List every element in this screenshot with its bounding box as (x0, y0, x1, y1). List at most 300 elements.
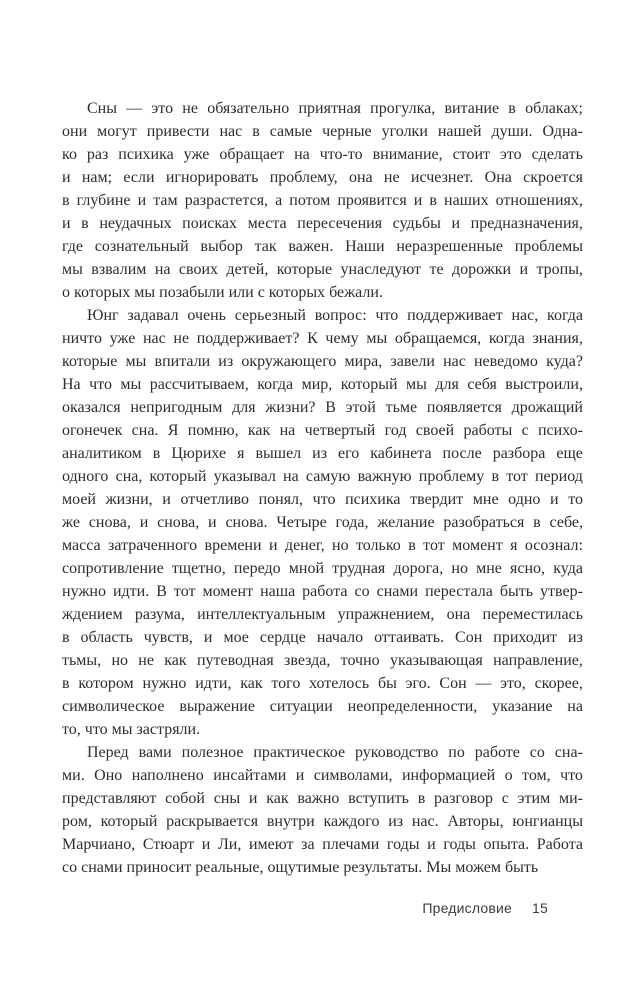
word: впитали (154, 353, 211, 370)
word: ром, (62, 813, 92, 830)
word: Стюарт (142, 836, 195, 853)
word: дорога, (393, 560, 444, 577)
word: огонечек (62, 422, 123, 439)
word: тропы, (536, 261, 583, 278)
word: себе, (549, 514, 583, 531)
word: в (408, 537, 416, 554)
word: осознал: (524, 537, 583, 554)
word: Цюрихе (171, 445, 227, 462)
word: в (533, 514, 541, 531)
word: где (62, 238, 84, 255)
word: работе (474, 744, 520, 761)
word: Сон (455, 629, 483, 646)
word: проблемы (514, 238, 583, 255)
word: Я (167, 422, 179, 439)
word: когда (488, 330, 525, 347)
word: и (413, 192, 423, 209)
word: скроется (523, 169, 583, 186)
text-line (62, 580, 583, 603)
word: нашей (437, 123, 482, 140)
word: Марчиано, (62, 836, 136, 853)
word: они (62, 123, 88, 140)
word: тот (173, 583, 196, 600)
word: внутри (266, 813, 315, 830)
word: проблему (418, 468, 485, 485)
word: аналитиком (62, 445, 142, 462)
paragraph (62, 741, 583, 879)
word: мы (406, 376, 427, 393)
word: Четыре (276, 514, 327, 531)
word: практическое (253, 744, 346, 761)
text-line (62, 350, 583, 373)
word: нужно (142, 675, 187, 692)
word: о (504, 767, 513, 784)
word: приятная (298, 100, 361, 117)
word: тот (423, 537, 445, 554)
word: наших (444, 192, 489, 209)
text-line (62, 626, 583, 649)
word: исчезнет. (410, 169, 474, 186)
word: что (375, 307, 399, 324)
word: и (62, 215, 71, 232)
word: своих (178, 261, 219, 278)
word: разобраться (443, 514, 525, 531)
word: сна- (554, 744, 583, 761)
word: тьмы, (62, 652, 102, 669)
word: Перед (87, 744, 129, 761)
word: одно (508, 491, 541, 508)
word: вами (138, 744, 172, 761)
text-line: то, что мы застряли. (62, 721, 201, 738)
word: и (201, 836, 211, 853)
word: Авторы, (447, 813, 504, 830)
word: это, (500, 675, 526, 692)
word: имеют (248, 836, 294, 853)
word: после (442, 445, 482, 462)
word: затраченного (108, 537, 198, 554)
word: годы (443, 836, 476, 853)
word: предназначения, (470, 215, 583, 232)
word: серьезный (234, 307, 306, 324)
word: души. (491, 123, 533, 140)
word: хотелось (309, 675, 370, 692)
word: она (348, 169, 373, 186)
word: разговор (434, 790, 494, 807)
word: в (62, 675, 70, 692)
word: себя (467, 376, 497, 393)
word: помню, (187, 422, 239, 439)
word: она (446, 606, 471, 623)
word: только (355, 537, 401, 554)
word: символами, (313, 767, 393, 784)
word: интеллектуальным (197, 606, 326, 623)
word: по (448, 744, 465, 761)
word: и (162, 491, 171, 508)
text-line (62, 695, 583, 718)
word: непригодным (130, 399, 223, 416)
word: прогулка, (370, 100, 436, 117)
text-line (62, 833, 583, 856)
word: оттаивать. (374, 629, 445, 646)
word: проблему, (269, 169, 338, 186)
word: того (271, 675, 301, 692)
word: потом (289, 192, 331, 209)
word: знания, (532, 330, 583, 347)
word: важно (297, 790, 340, 807)
word: как (247, 422, 271, 439)
word: том, (522, 767, 551, 784)
word: психика (118, 146, 174, 163)
word: это (151, 100, 174, 117)
word: взвалим (91, 261, 147, 278)
text-line (62, 557, 583, 580)
word: сопротивление (62, 560, 164, 577)
body-text (62, 97, 583, 879)
word: уже (109, 330, 136, 347)
text-line (62, 235, 583, 258)
word: в (81, 215, 89, 232)
word: направление, (493, 652, 583, 669)
word: и (62, 169, 71, 186)
word: год (384, 422, 407, 439)
word: и (139, 514, 149, 531)
word: жизни? (265, 399, 316, 416)
word: упражнением, (337, 606, 435, 623)
text-line (62, 672, 583, 695)
word: мы (120, 376, 142, 393)
word: вопрос: (314, 307, 367, 324)
word: когда (257, 376, 294, 393)
word: что (560, 767, 583, 784)
word: мир, (301, 376, 333, 393)
word: нас (443, 353, 466, 370)
word: путеводная (196, 652, 274, 669)
word: со (529, 744, 545, 761)
word: чему (325, 330, 359, 347)
word: за (301, 836, 315, 853)
word: разбора (492, 445, 546, 462)
word: я (510, 537, 518, 554)
word: обращает (219, 146, 285, 163)
word: точно (340, 652, 380, 669)
word: рассчитываем, (149, 376, 249, 393)
word: унаследуют (340, 261, 422, 278)
word: поддерживает? (196, 330, 300, 347)
word: область (80, 629, 133, 646)
word: — (475, 675, 492, 692)
word: оказался (62, 399, 121, 416)
word: судьбы (392, 215, 441, 232)
word: ситуации (269, 698, 333, 715)
word: звезда, (284, 652, 331, 669)
word: ми. (62, 767, 85, 784)
word: одного (62, 468, 109, 485)
word: места (247, 215, 287, 232)
word: что-то (319, 146, 363, 163)
word: в (429, 192, 437, 209)
text-line (62, 465, 583, 488)
word: задавал (127, 307, 179, 324)
word: идти. (112, 583, 150, 600)
word: период (534, 468, 583, 485)
word: пересечения (297, 215, 383, 232)
word: завели (390, 353, 435, 370)
word: но (451, 560, 468, 577)
word: вступить (348, 790, 409, 807)
word: денег, (284, 537, 325, 554)
word: масса (62, 537, 101, 554)
text-line (62, 189, 583, 212)
word: могут (97, 123, 137, 140)
word: не (138, 652, 154, 669)
word: важен. (288, 238, 334, 255)
word: желание (377, 514, 435, 531)
word: для (232, 399, 256, 416)
word: чувств, (143, 629, 193, 646)
word: неопределенности, (347, 698, 478, 715)
text-line (62, 143, 583, 166)
word: с (521, 422, 529, 439)
word: наша (260, 583, 296, 600)
page-number: 15 (532, 900, 548, 916)
word: приходит (493, 629, 558, 646)
word: обращаемся, (394, 330, 482, 347)
word: собой (165, 790, 205, 807)
text-line (62, 741, 583, 764)
word: годы (386, 836, 420, 853)
word: тот (506, 468, 528, 485)
word: поддерживает (407, 307, 503, 324)
word: мы (125, 353, 147, 370)
word: как (240, 675, 263, 692)
word: эго. (405, 675, 431, 692)
word: я (237, 445, 245, 462)
word: К (307, 330, 318, 347)
text-line (62, 97, 583, 120)
word: этой (345, 399, 376, 416)
word: самую (305, 468, 351, 485)
word: из (568, 629, 583, 646)
word: Одна- (542, 123, 583, 140)
word: очень (187, 307, 226, 324)
word: снова, (88, 514, 131, 531)
word: нас (219, 123, 243, 140)
word: полезное (181, 744, 244, 761)
word: дрожащий (511, 399, 583, 416)
text-line (62, 120, 583, 143)
word: и (268, 537, 278, 554)
word: самые (269, 123, 313, 140)
word: если (123, 169, 155, 186)
word: сны (213, 790, 241, 807)
word: и (295, 767, 305, 784)
word: который (340, 376, 398, 393)
paragraph (62, 304, 583, 741)
text-line (62, 258, 583, 281)
word: неразрешенные (396, 238, 503, 255)
word: раз (86, 146, 109, 163)
word: котором (78, 675, 134, 692)
word: ясно, (510, 560, 546, 577)
word: и (550, 491, 559, 508)
word: и (203, 629, 213, 646)
text-line (62, 764, 583, 787)
word: на (279, 422, 296, 439)
word: своей (415, 422, 455, 439)
text-line (62, 442, 583, 465)
text-line (62, 396, 583, 419)
word: разума, (134, 606, 185, 623)
word: то (568, 491, 583, 508)
word: раскрывается (166, 813, 259, 830)
word: мира, (344, 353, 383, 370)
text-line (62, 166, 583, 189)
word: проявится (337, 192, 407, 209)
word: и (427, 836, 436, 853)
word: и (519, 261, 529, 278)
word: нам; (81, 169, 113, 186)
word: тщетно, (171, 560, 226, 577)
word: для (435, 376, 459, 393)
text-line (62, 810, 583, 833)
word: неудачных (99, 215, 172, 232)
word: но (111, 652, 129, 669)
word: же (62, 514, 80, 531)
word: но (332, 537, 349, 554)
word: снами (376, 583, 419, 600)
word: мы (62, 261, 83, 278)
word: появляется (426, 399, 502, 416)
word: и (451, 215, 461, 232)
word: нужно (62, 583, 106, 600)
word: облаках; (525, 100, 583, 117)
word: жизни, (105, 491, 153, 508)
word: на (294, 146, 310, 163)
word: витание (444, 100, 500, 117)
word: переместилась (482, 606, 583, 623)
word: трудная (332, 560, 386, 577)
word: этим (517, 790, 551, 807)
word: юнгианцы (512, 813, 583, 830)
word: детей, (226, 261, 269, 278)
word: на (154, 261, 171, 278)
word: не (173, 330, 190, 347)
word: его (338, 445, 360, 462)
word: Она (484, 169, 512, 186)
word: глубине (76, 192, 131, 209)
word: четвертый (304, 422, 376, 439)
word: как (266, 790, 289, 807)
word: психо- (537, 422, 583, 439)
word: моей (62, 491, 96, 508)
word: что (89, 376, 112, 393)
word: в (508, 100, 516, 117)
word: в (62, 192, 70, 209)
word: мне (472, 491, 499, 508)
word: не (383, 169, 400, 186)
word: из (218, 353, 234, 370)
word: со (354, 583, 370, 600)
word: куда (553, 560, 583, 577)
word: каждого (323, 813, 380, 830)
text-line (62, 304, 583, 327)
word: года, (335, 514, 369, 531)
word: важную (357, 468, 412, 485)
word: из (388, 813, 404, 830)
word: нас. (411, 813, 439, 830)
word: тьме (385, 399, 418, 416)
word: быть (499, 583, 534, 600)
text-line (62, 419, 583, 442)
word: мы (366, 330, 388, 347)
word: сна. (131, 422, 159, 439)
word: те (429, 261, 444, 278)
word: отчетливо (180, 491, 249, 508)
word: В (325, 399, 336, 416)
word: на (283, 468, 299, 485)
word: в (417, 790, 426, 807)
word: Наши (345, 238, 385, 255)
running-title: Предисловие (422, 900, 513, 916)
word: утвер- (540, 583, 583, 600)
word: В (156, 583, 167, 600)
word: сердце (259, 629, 306, 646)
text-line (62, 649, 583, 672)
word: черные (322, 123, 372, 140)
word: в (62, 629, 70, 646)
word: Работа (536, 836, 583, 853)
word: начало (316, 629, 364, 646)
word: с (501, 790, 509, 807)
word: руководство (354, 744, 439, 761)
word: мной (288, 560, 325, 577)
word: снова, (157, 514, 200, 531)
word: поисках (182, 215, 238, 232)
text-line (62, 212, 583, 235)
word: указывал (213, 468, 276, 485)
word: игнорировать (165, 169, 259, 186)
text-line (62, 327, 583, 350)
word: момент (202, 583, 254, 600)
text-line: о которых мы позабыли или с которых бежали. (62, 284, 383, 301)
word: выстроили, (505, 376, 583, 393)
word: и (137, 192, 147, 209)
word: разрастется, (184, 192, 269, 209)
word: символическое (62, 698, 165, 715)
word: уголки (381, 123, 428, 140)
text-line (62, 373, 583, 396)
word: в (491, 468, 500, 485)
word: ми- (558, 790, 583, 807)
word: привести (146, 123, 210, 140)
word: уже (183, 146, 210, 163)
word: Оно (94, 767, 123, 784)
paragraph (62, 97, 583, 304)
word: как (164, 652, 187, 669)
word: мне (476, 560, 502, 577)
text-line (62, 534, 583, 557)
word: работа (302, 583, 348, 600)
word: а (275, 192, 283, 209)
word: Юнг (87, 307, 119, 324)
word: момент (452, 537, 503, 554)
word: — (126, 100, 143, 117)
word: который (100, 813, 158, 830)
word: плечами (322, 836, 380, 853)
word: сознательный (94, 238, 189, 255)
word: выбор (200, 238, 243, 255)
word: Сны (87, 100, 117, 117)
